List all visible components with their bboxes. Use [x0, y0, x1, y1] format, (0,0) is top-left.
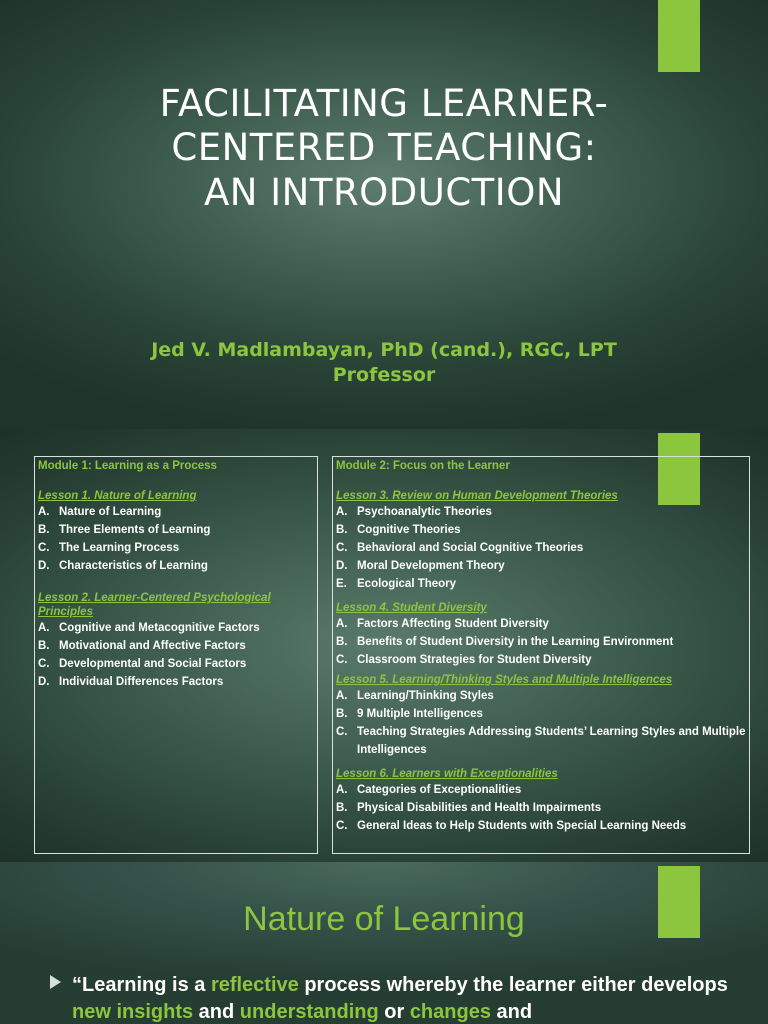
item-letter: B.: [336, 708, 348, 720]
item-text: Nature of Learning: [59, 506, 162, 518]
list-item: [38, 655, 314, 673]
module-title: Module 1: Learning as a Process: [38, 460, 217, 472]
item-text: Teaching Strategies Addressing Students’ Learning Styles and Multiple Intelligences: [357, 726, 746, 756]
item-text: Motivational and Affective Factors: [59, 640, 246, 652]
item-letter: B.: [336, 636, 348, 648]
quote-part: “Learning is a: [72, 974, 211, 996]
list-item: [336, 705, 746, 723]
outline-slide: [0, 429, 768, 862]
item-text: Ecological Theory: [357, 578, 457, 590]
lesson-title: Lesson 2. Learner-Centered Psychological Principles: [38, 592, 271, 618]
title-line: FACILITATING LEARNER-: [159, 82, 609, 125]
item-letter: A.: [38, 506, 50, 518]
nature-of-learning-slide: [0, 862, 768, 1024]
list-item: [336, 521, 746, 539]
item-letter: C.: [38, 542, 50, 554]
module-1-box: [34, 456, 318, 854]
list-item: [38, 539, 314, 557]
author-role: Professor: [332, 363, 436, 386]
list-item: [336, 503, 746, 521]
item-letter: C.: [336, 726, 348, 738]
item-text: The Learning Process: [59, 542, 180, 554]
item-text: 9 Multiple Intelligences: [357, 708, 483, 720]
quote-highlight: reflective: [210, 974, 299, 996]
list-item: [336, 723, 746, 759]
item-text: Categories of Exceptionalities: [357, 784, 522, 796]
module-2-box: [332, 456, 750, 854]
item-text: Developmental and Social Factors: [59, 658, 247, 670]
item-letter: D.: [38, 676, 50, 688]
item-letter: B.: [38, 640, 50, 652]
item-text: Individual Differences Factors: [59, 676, 224, 688]
lesson-title: Lesson 3. Review on Human Development Theories: [336, 490, 618, 502]
item-text: Psychoanalytic Theories: [357, 506, 492, 518]
title-line: CENTERED TEACHING:: [171, 126, 597, 170]
item-text: Factors Affecting Student Diversity: [357, 618, 549, 630]
list-item: [336, 651, 746, 669]
item-text: Physical Disabilities and Health Impairments: [357, 802, 602, 814]
list-item: [38, 557, 314, 575]
list-item: [336, 575, 746, 593]
title-slide: [0, 0, 768, 429]
list-item: [38, 637, 314, 655]
list-item: [38, 521, 314, 539]
list-item: [38, 673, 314, 691]
item-text: Benefits of Student Diversity in the Learning Environment: [357, 636, 674, 648]
quote-bullet: [52, 972, 752, 1024]
item-text: Cognitive and Metacognitive Factors: [59, 622, 260, 634]
item-text: Behavioral and Social Cognitive Theories: [357, 542, 584, 554]
list-item: [336, 615, 746, 633]
lesson-title: Lesson 5. Learning/Thinking Styles and Multiple Intelligences: [336, 674, 673, 686]
quote-part: process whereby the learner either develops: [298, 974, 728, 996]
item-letter: A.: [336, 618, 348, 630]
item-letter: C.: [336, 542, 348, 554]
list-item: [336, 539, 746, 557]
list-item: [38, 503, 314, 521]
item-letter: A.: [38, 622, 50, 634]
quote-text: [72, 972, 752, 1024]
item-text: General Ideas to Help Students with Special Learning Needs: [357, 820, 687, 832]
item-letter: C.: [336, 820, 348, 832]
list-item: [38, 619, 314, 637]
list-item: [336, 781, 746, 799]
item-text: Cognitive Theories: [357, 524, 461, 536]
item-letter: C.: [38, 658, 50, 670]
quote-highlight: new insights: [72, 1001, 194, 1023]
item-letter: A.: [336, 690, 348, 702]
lesson-title: Lesson 1. Nature of Learning: [38, 490, 197, 502]
lesson-title: Lesson 6. Learners with Exceptionalities: [336, 768, 558, 780]
item-letter: C.: [336, 654, 348, 666]
list-item: [336, 633, 746, 651]
title-line: AN INTRODUCTION: [204, 170, 564, 214]
item-letter: A.: [336, 784, 348, 796]
item-letter: B.: [336, 524, 348, 536]
section-title: Nature of Learning: [243, 900, 525, 938]
lesson-title: Lesson 4. Student Diversity: [336, 602, 487, 614]
item-letter: D.: [336, 560, 348, 572]
author-name: Jed V. Madlambayan, PhD (cand.), RGC, LPT: [151, 339, 617, 361]
item-letter: E.: [336, 578, 347, 590]
item-text: Classroom Strategies for Student Diversity: [357, 654, 592, 666]
list-item: [336, 799, 746, 817]
quote-highlight: changes: [409, 1001, 491, 1023]
accent-bar: [658, 0, 700, 72]
item-text: Learning/Thinking Styles: [357, 690, 494, 702]
list-item: [336, 817, 746, 835]
quote-part: and: [193, 1001, 240, 1023]
quote-part: and: [490, 1001, 533, 1023]
item-letter: D.: [38, 560, 50, 572]
list-item: [336, 687, 746, 705]
item-text: Characteristics of Learning: [59, 560, 208, 572]
item-letter: A.: [336, 506, 348, 518]
author-block: [0, 338, 768, 387]
list-item: [336, 557, 746, 575]
item-letter: B.: [38, 524, 50, 536]
quote-part: or: [378, 1001, 410, 1023]
item-letter: B.: [336, 802, 348, 814]
module-title: Module 2: Focus on the Learner: [336, 460, 510, 472]
item-text: Three Elements of Learning: [59, 524, 211, 536]
slide-title: [0, 82, 768, 215]
quote-highlight: understanding: [239, 1001, 379, 1023]
item-text: Moral Development Theory: [357, 560, 505, 572]
triangle-bullet-icon: [50, 975, 61, 989]
